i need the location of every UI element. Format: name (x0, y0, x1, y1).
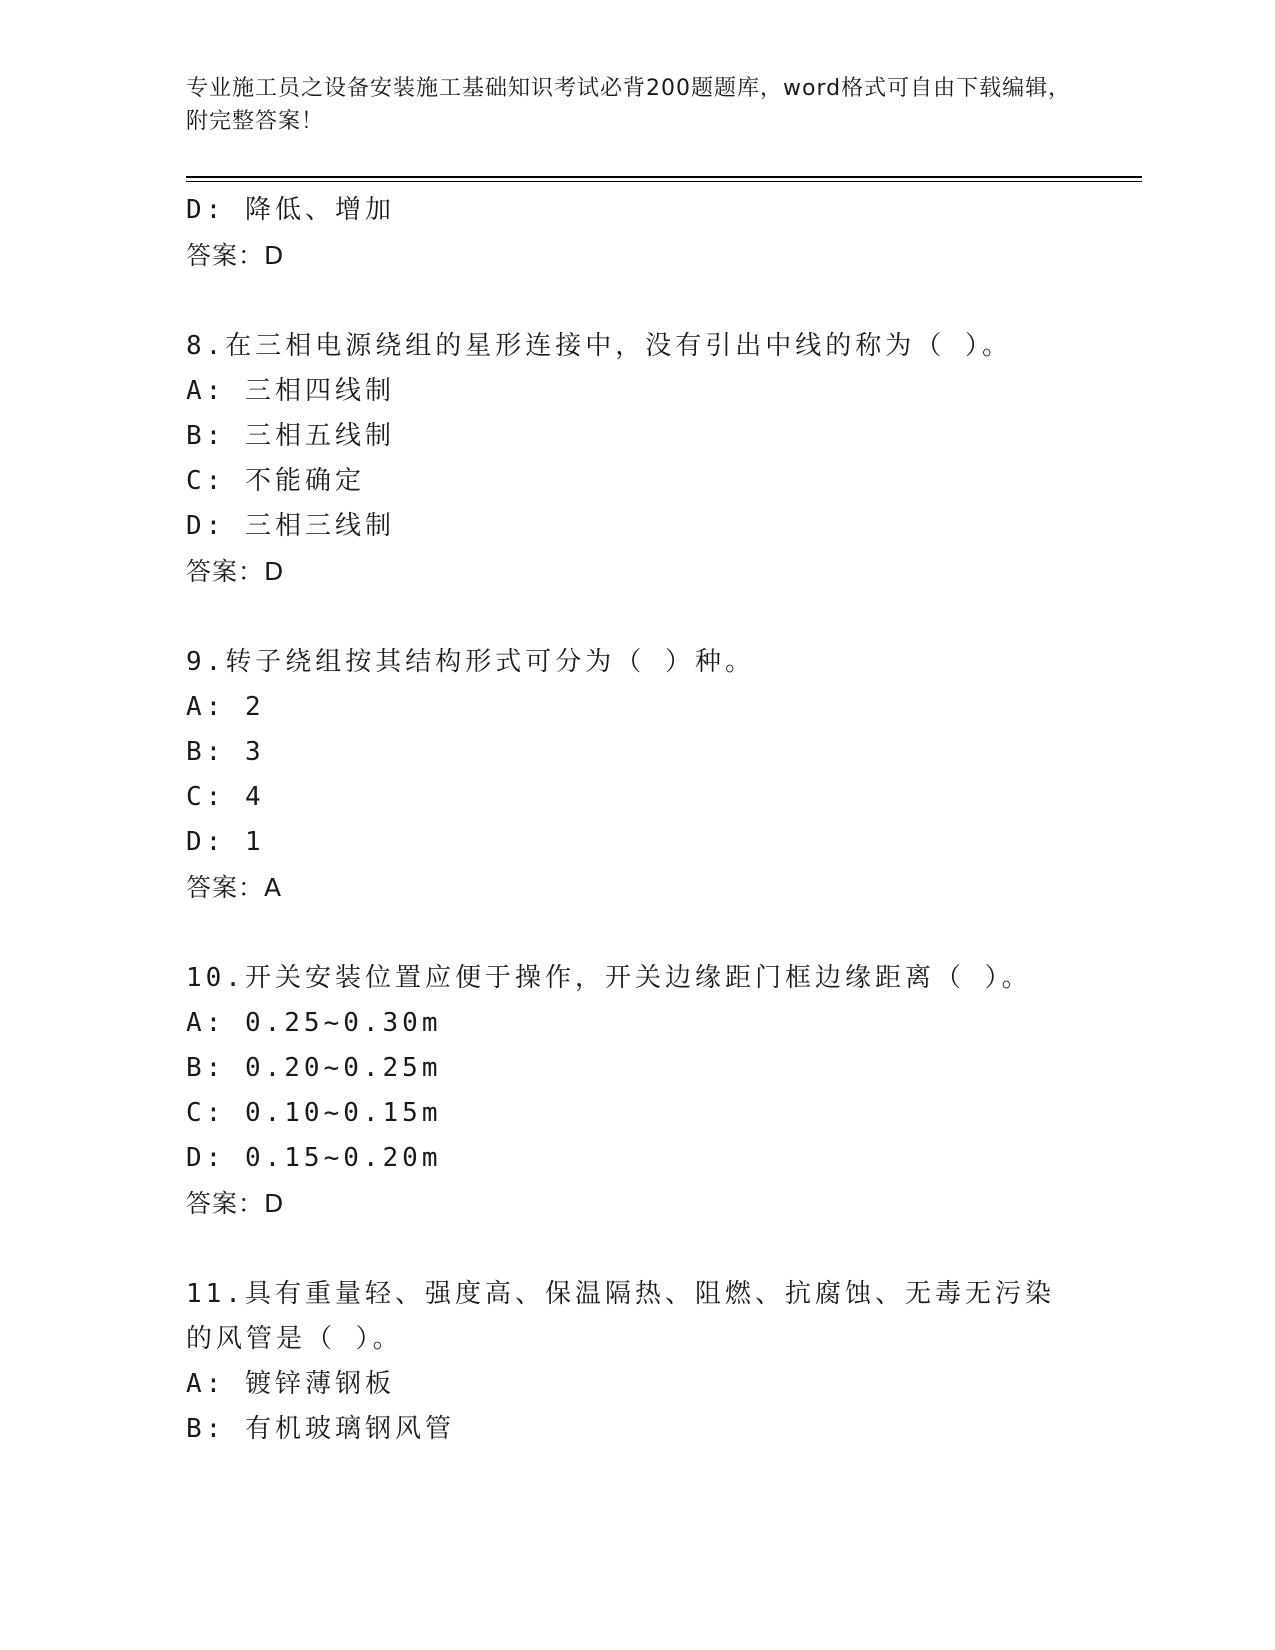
question-text: 8.在三相电源绕组的星形连接中，没有引出中线的称为（ ）。 (186, 331, 1012, 361)
question-9 (186, 640, 1086, 910)
option-d: D: 1 (186, 827, 265, 857)
option-b: B: 0.20~0.25m (186, 1053, 442, 1083)
option-d: D: 0.15~0.20m (186, 1143, 442, 1173)
header-rule-thick (186, 176, 1142, 178)
option-c: C: 0.10~0.15m (186, 1098, 442, 1128)
option-b: B: 三相五线制 (186, 421, 395, 451)
option-b: B: 有机玻璃钢风管 (186, 1414, 455, 1444)
option-a: A: 三相四线制 (186, 376, 395, 406)
answer: 答案：D (186, 1189, 285, 1218)
option-d: D: 三相三线制 (186, 511, 395, 541)
option-a: A: 2 (186, 692, 265, 722)
question-list (186, 188, 1086, 1452)
option-c: C: 不能确定 (186, 466, 365, 496)
option-a: A: 镀锌薄钢板 (186, 1369, 395, 1399)
question-text: 11.具有重量轻、强度高、保温隔热、阻燃、抗腐蚀、无毒无污染的风管是（ ）。 (186, 1279, 1055, 1354)
question-8 (186, 324, 1086, 594)
header-rule-thin (186, 181, 1142, 182)
option-c: C: 4 (186, 782, 265, 812)
option-a: A: 0.25~0.30m (186, 1008, 442, 1038)
question-11 (186, 1272, 1086, 1452)
question-text: 10.开关安装位置应便于操作，开关边缘距门框边缘距离（ ）。 (186, 963, 1032, 993)
question-text: 9.转子绕组按其结构形式可分为（ ）种。 (186, 647, 755, 677)
option-d: D: 降低、增加 (186, 195, 395, 225)
document-header: 专业施工员之设备安装施工基础知识考试必背200题题库，word格式可自由下载编辑，附完整答案！ (186, 76, 1072, 134)
question-7-tail (186, 188, 1086, 278)
question-10 (186, 956, 1086, 1226)
answer: 答案：D (186, 557, 285, 586)
answer: 答案：D (186, 241, 285, 270)
option-b: B: 3 (186, 737, 265, 767)
answer: 答案：A (186, 873, 283, 902)
